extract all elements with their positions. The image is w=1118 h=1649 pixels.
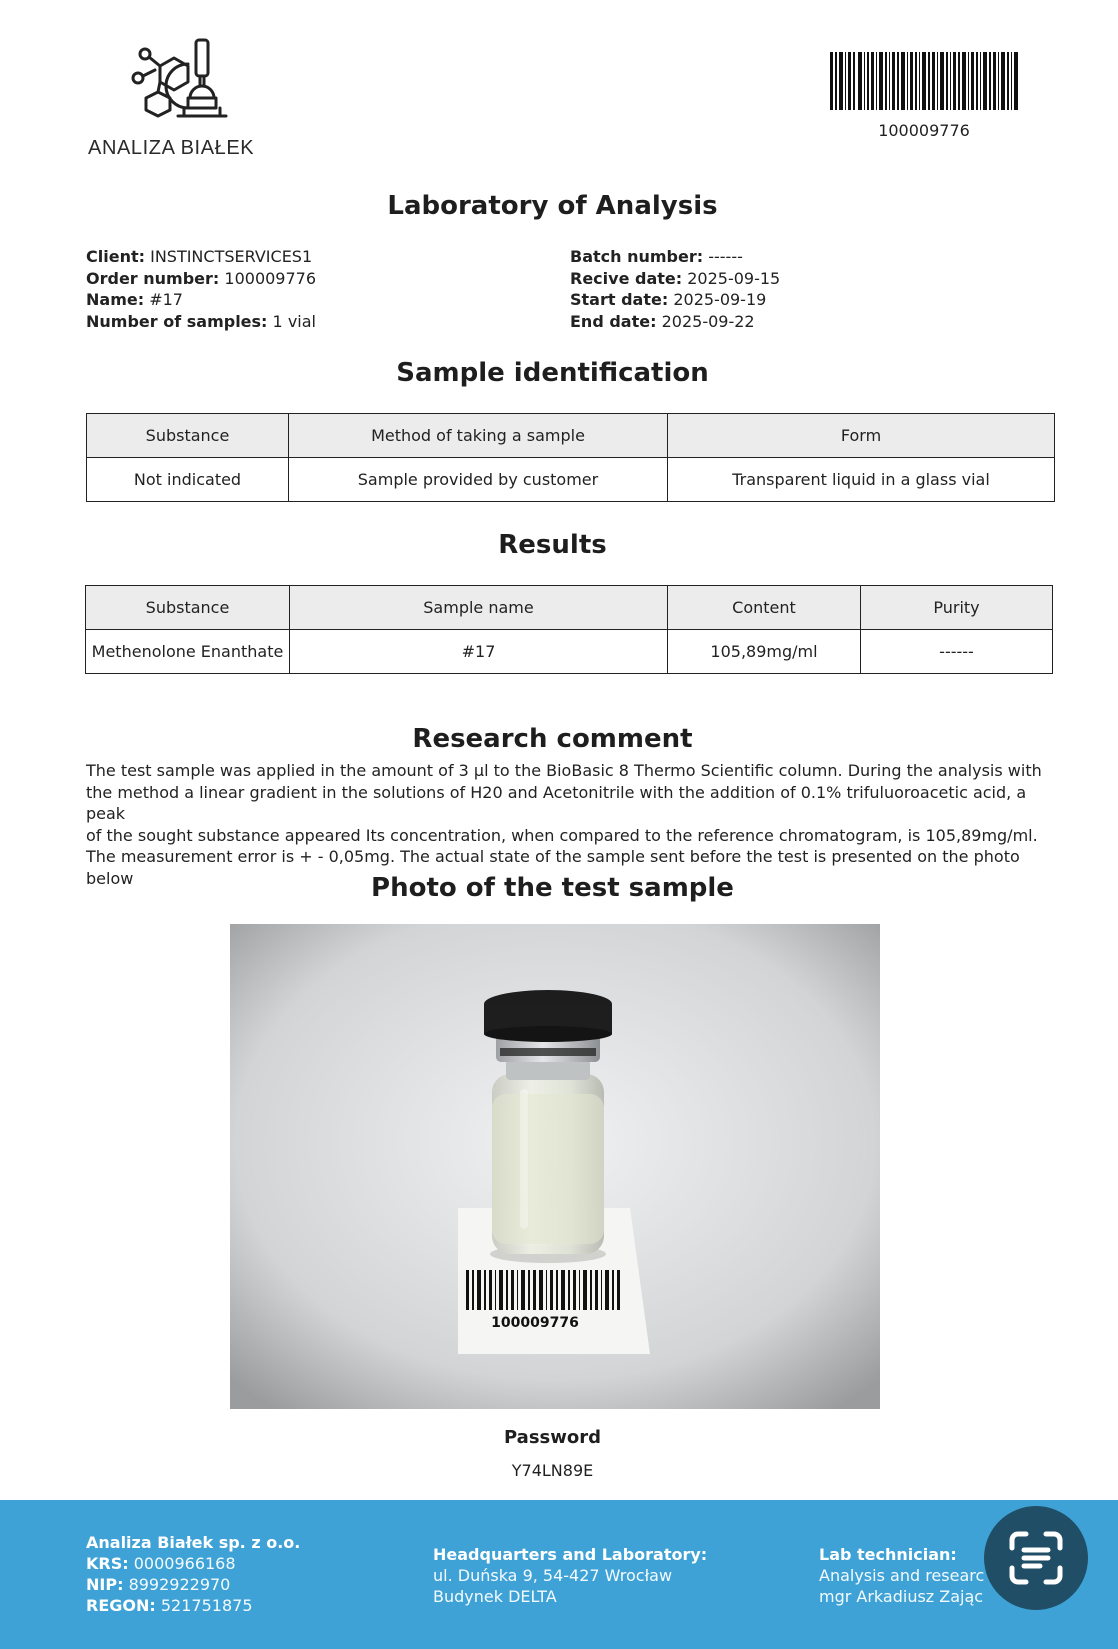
password-value: Y74LN89E [511, 1461, 594, 1480]
table-cell: Sample provided by customer [289, 458, 668, 502]
meta-receive-date [570, 268, 780, 290]
hq-address-line: ul. Duńska 9, 54-427 Wrocław [433, 1566, 673, 1585]
meta-number-of-samples [86, 311, 316, 333]
lab-line: Analysis and researc [819, 1566, 985, 1585]
meta-label: End date: [570, 311, 657, 331]
results-table [85, 585, 1053, 674]
meta-end-date [570, 311, 780, 333]
footer-lab-technician [819, 1544, 984, 1607]
meta-value: 2025-09-19 [673, 290, 767, 309]
meta-label: Recive date: [570, 268, 683, 288]
meta-client [86, 246, 316, 268]
lab-molecule-microscope-icon [130, 36, 240, 131]
lab-line: mgr Arkadiusz Zając [819, 1587, 984, 1606]
table-header-cell: Sample name [290, 586, 668, 630]
table-cell: 105,89mg/ml [668, 630, 861, 674]
meta-value: 2025-09-15 [687, 268, 781, 288]
meta-label: Order number: [86, 268, 220, 288]
research-comment-heading: Research comment [412, 724, 693, 754]
meta-left [86, 246, 316, 332]
comment-line: the method a linear gradient in the solutions of H20 and Acetonitrile with the addition of 0.1% trifuluoroacetic acid, a peak [86, 782, 1027, 823]
logo-text: ANALIZA BIAŁEK [88, 137, 255, 159]
meta-value: 100009776 [224, 268, 317, 288]
comment-line: The test sample was applied in the amount of 3 µl to the BioBasic 8 Thermo Scientific column. During the analysis with [86, 761, 1042, 780]
footer-company [86, 1532, 300, 1616]
sample-photo [230, 924, 880, 1409]
scan-text-icon [984, 1506, 1088, 1610]
meta-label: Number of samples: [86, 311, 268, 331]
meta-value: INSTINCTSERVICES1 [150, 247, 313, 266]
table-header-row [87, 414, 1055, 458]
comment-line: of the sought substance appeared Its concentration, when compared to the reference chromatogram, is 105,89mg/ml. [86, 825, 1038, 845]
table-header-cell: Content [668, 586, 861, 630]
meta-value: #17 [149, 290, 183, 309]
research-comment-text [86, 760, 1066, 889]
regon-label: REGON: [86, 1596, 156, 1615]
footer-headquarters [433, 1544, 707, 1607]
page-title: Laboratory of Analysis [387, 191, 718, 221]
table-row [87, 458, 1055, 502]
hq-title: Headquarters and Laboratory: [433, 1545, 708, 1564]
table-cell: Transparent liquid in a glass vial [668, 458, 1055, 502]
photo-heading: Photo of the test sample [371, 873, 734, 903]
table-header-row [86, 586, 1053, 630]
table-header-cell: Purity [861, 586, 1053, 630]
nip-value: 8992922970 [128, 1575, 231, 1594]
barcode [830, 52, 1018, 110]
meta-batch-number [570, 246, 780, 268]
meta-order-number [86, 268, 316, 290]
table-cell: Not indicated [87, 458, 289, 502]
hq-address-line: Budynek DELTA [433, 1587, 557, 1606]
lab-title: Lab technician: [819, 1545, 957, 1564]
table-cell: Methenolone Enanthate [86, 630, 290, 674]
meta-start-date [570, 289, 780, 311]
meta-value: 2025-09-22 [661, 311, 755, 331]
nip-label: NIP: [86, 1575, 124, 1594]
sample-identification-table [86, 413, 1055, 502]
footer [0, 1500, 1118, 1649]
meta-label: Name: [86, 290, 145, 309]
krs-value: 0000966168 [133, 1554, 236, 1573]
scan-text-button[interactable] [984, 1506, 1088, 1610]
company-logo [86, 36, 286, 166]
barcode-number: 100009776 [878, 121, 970, 140]
table-header-cell: Substance [87, 414, 289, 458]
comment-line: The measurement error is + - 0,05mg. The actual state of the sample sent before the test is presented on the photo below [86, 847, 1020, 888]
meta-label: Client: [86, 247, 145, 266]
table-cell: ------ [861, 630, 1053, 674]
table-row [86, 630, 1053, 674]
meta-value: ------ [708, 247, 743, 266]
table-header-cell: Substance [86, 586, 290, 630]
meta-label: Start date: [570, 290, 669, 309]
meta-right [570, 246, 780, 332]
photo-label-number: 100009776 [491, 1315, 579, 1331]
company-name: Analiza Białek sp. z o.o. [86, 1533, 301, 1552]
krs-label: KRS: [86, 1554, 129, 1573]
meta-label: Batch number: [570, 247, 704, 266]
results-heading: Results [498, 530, 607, 560]
sample-identification-heading: Sample identification [396, 358, 709, 388]
regon-value: 521751875 [160, 1596, 253, 1615]
table-header-cell: Form [668, 414, 1055, 458]
vial-photo-image [230, 924, 880, 1409]
meta-name [86, 289, 316, 311]
table-cell: #17 [290, 630, 668, 674]
password-label: Password [503, 1427, 602, 1448]
meta-value: 1 vial [272, 311, 316, 331]
table-header-cell: Method of taking a sample [289, 414, 668, 458]
